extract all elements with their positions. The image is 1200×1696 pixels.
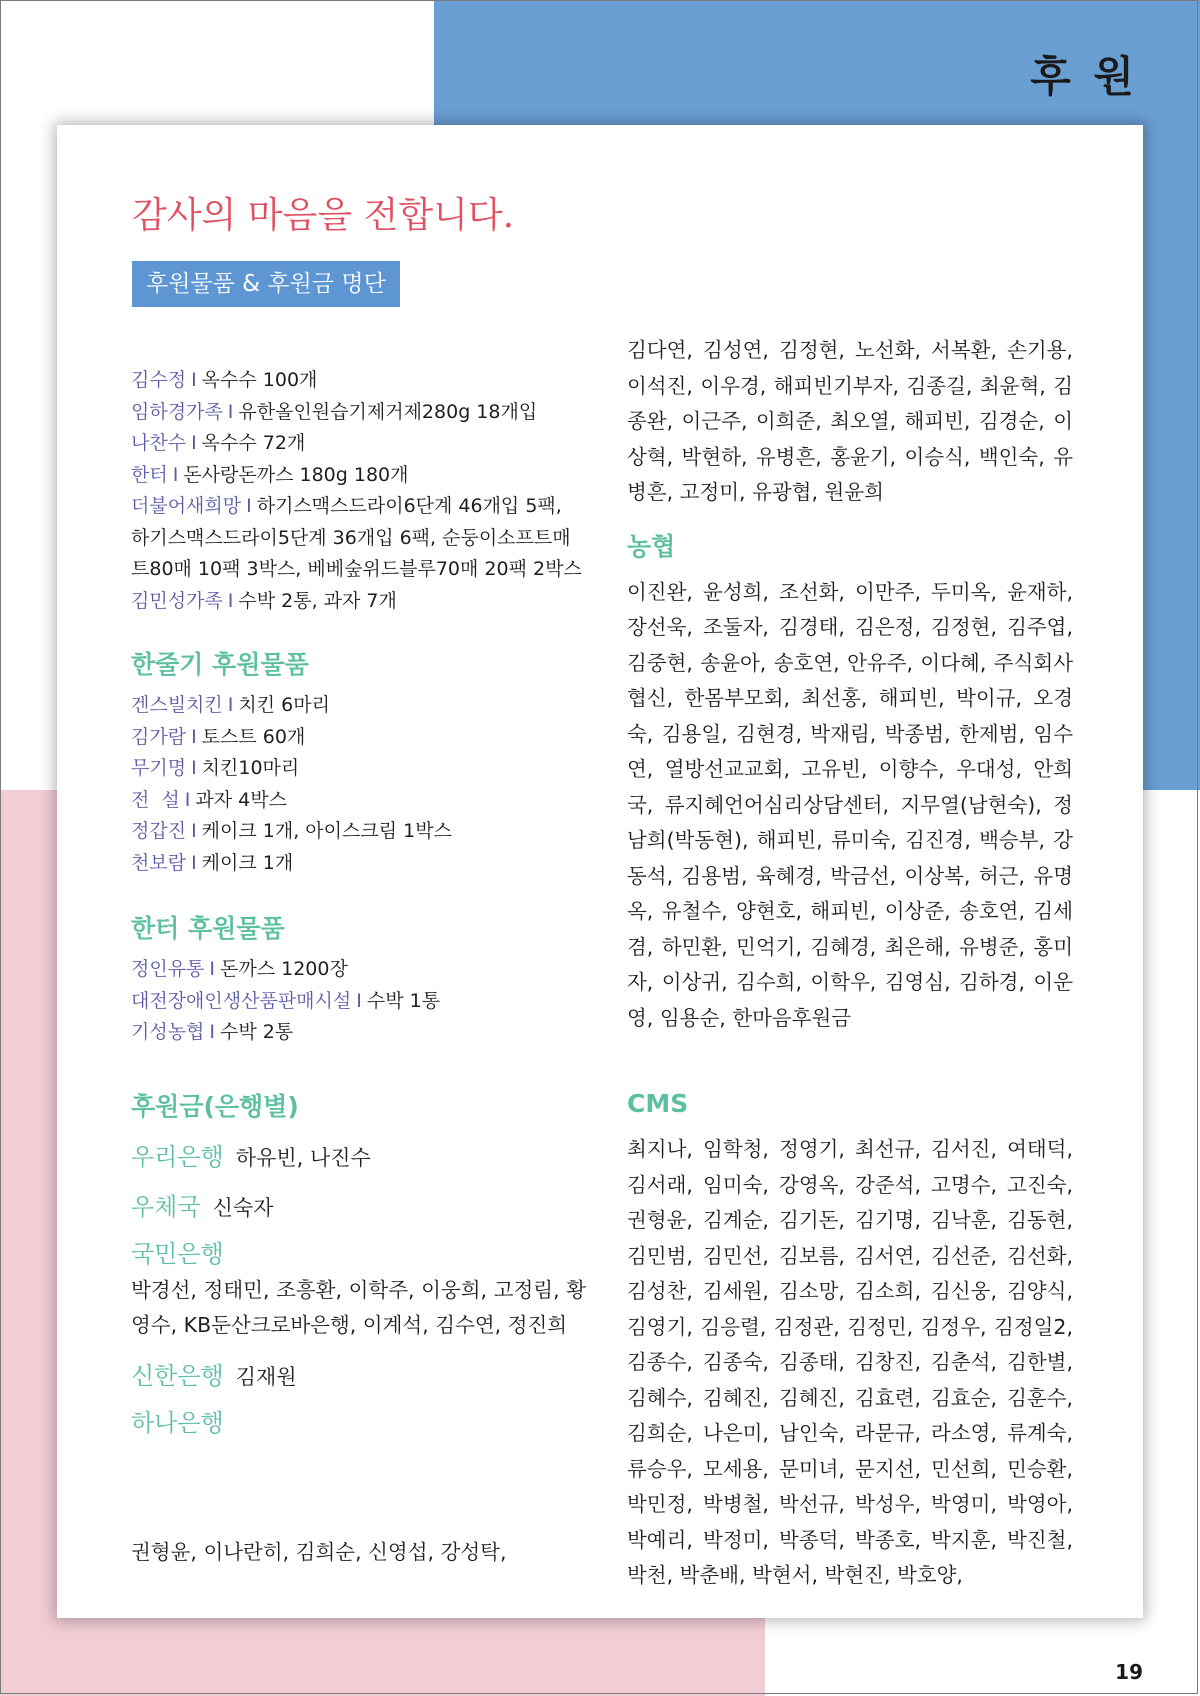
donor-gift: 수박 1통	[366, 989, 441, 1012]
donor-name: 천보람	[131, 851, 187, 874]
bank-donors: 박경선, 정태민, 조흥환, 이학주, 이웅희, 고정림, 황영수, KB둔산크로바은행, 이계석, 김수연, 정진희	[131, 1277, 586, 1337]
donor-item	[131, 954, 586, 986]
donor-gift: 수박 2통	[220, 1021, 294, 1043]
donor-name: 정인유통	[131, 958, 205, 980]
group-title-hanter: 한터 후원물품	[131, 914, 285, 943]
bank-donors: 신숙자	[212, 1195, 274, 1220]
group-title-cms: CMS	[627, 1089, 689, 1118]
donor-item	[131, 753, 586, 785]
donor-name: 임하경가족	[131, 400, 223, 423]
donor-name: 겐스빌치킨	[131, 694, 223, 716]
donor-gift: 치킨 6마리	[238, 694, 330, 716]
bank-shinhan	[131, 1354, 586, 1400]
section-title: 후 원	[1030, 52, 1138, 101]
separator: I	[191, 851, 197, 874]
donor-gift: 수박 2통, 과자 7개	[238, 589, 397, 612]
item-donor-list	[131, 365, 586, 617]
hanjulgi-donor-list	[131, 690, 586, 879]
donor-item	[131, 586, 586, 618]
page-number: 19	[1115, 1660, 1143, 1684]
left-column	[131, 365, 586, 1442]
cms-donors: 최지나, 임학청, 정영기, 최선규, 김서진, 여태덕, 김서래, 임미숙, 강영옥, 강준석, 고명수, 고진숙, 권형윤, 김계순, 김기돈, 김기명, 김낙훈, 김동현, 김민범, 김민선, 김보름, 김서연, 김선준, 김선화, 김성찬, 김세원, 김소망, 김소희, 김신웅, 김양식, 김영기, 김응렬, 김정관, 김정민, 김정우, 김정일2, 김종수, 김종숙, 김종태, 김창진, 김춘석, 김한별, 김혜수, 김혜진, 김혜진, 김효련, 김효순, 김훈수, 김희순, 나은미, 남인숙, 라문규, 라소영, 류계숙, 류승우, 모세용, 문미녀, 문지선, 민선희, 민승환, 박민정, 박병철, 박선규, 박성우, 박영미, 박영아, 박예리, 박정미, 박종덕, 박종호, 박지훈, 박진철, 박천, 박춘배, 박현서, 박현진, 박호양,	[627, 1137, 1073, 1587]
hana-donors-continued: 김다연, 김성연, 김정현, 노선화, 서복환, 손기용, 이석진, 이우경, 해피빈기부자, 김종길, 최윤혁, 김종완, 이근주, 이희준, 최오열, 해피빈, 김경순, 이상혁, 박현하, 유병흔, 홍윤기, 이승식, 백인숙, 유병흔, 고정미, 유광협, 원윤희	[627, 338, 1073, 504]
donor-gift: 돈까스 1200장	[220, 958, 348, 980]
hana-donors-start: 권형윤, 이나란히, 김희순, 신영섭, 강성탁,	[131, 1540, 507, 1564]
donor-item	[131, 785, 586, 817]
separator: I	[191, 369, 197, 391]
donor-gift: 유한올인원습기제거제280g 18개입	[238, 400, 538, 423]
bank-donors: 김재원	[235, 1364, 297, 1389]
separator: I	[184, 788, 191, 811]
separator: I	[191, 820, 197, 842]
main-heading: 감사의 마음을 전합니다.	[132, 195, 515, 236]
nonghyup-donors: 이진완, 윤성희, 조선화, 이만주, 두미옥, 윤재하, 장선욱, 조둘자, 김경태, 김은정, 김정현, 김주엽, 김중현, 송윤아, 송호연, 안유주, 이다혜, 주식회사 협신, 한몸부모회, 최선홍, 해피빈, 박이규, 오경숙, 김용일, 김현경, 박재림, 박종범, 한제범, 임수연, 열방선교교회, 고유빈, 이향수, 우대성, 안희국, 류지혜언어심리상담센터, 지무열(남현숙), 정남희(박동현), 해피빈, 류미숙, 김진경, 백승부, 강동석, 김용범, 육혜경, 박금선, 이상복, 허근, 유명옥, 유철수, 양현호, 해피빈, 이상준, 송호연, 김세겸, 하민환, 민억기, 김혜경, 최은해, 유병준, 홍미자, 이상귀, 김수희, 이학우, 김영심, 김하경, 이운영, 임용순, 한마음후원금	[627, 579, 1073, 1030]
bank-name: 우체국	[131, 1192, 201, 1221]
donor-name: 정갑진	[131, 820, 187, 842]
separator: I	[209, 958, 216, 980]
donor-gift: 옥수수 100개	[201, 369, 318, 391]
bank-post	[131, 1185, 586, 1231]
right-column	[627, 333, 1073, 1594]
bank-name: 국민은행	[131, 1239, 224, 1268]
donor-name: 나찬수	[131, 432, 187, 454]
donor-gift: 하기스맥스드라이6단계 46개입 5팩, 하기스맥스드라이5단계 36개입 6팩, 순둥이소프트매트80매 10팩 3박스, 베베숲위드블루70매 20팩 2박스	[131, 495, 582, 580]
donor-name: 김수정	[131, 369, 187, 391]
hanter-donor-list	[131, 954, 586, 1049]
separator: I	[227, 400, 234, 423]
donor-gift: 치킨10마리	[201, 757, 300, 779]
group-title-hanjulgi: 한줄기 후원물품	[131, 650, 309, 679]
donor-item	[131, 491, 586, 586]
bank-kookmin	[131, 1235, 586, 1344]
separator: I	[227, 694, 234, 716]
separator: I	[191, 432, 197, 454]
donor-item	[131, 816, 586, 848]
separator: I	[172, 463, 179, 486]
bank-donors: 하유빈, 나진수	[235, 1145, 371, 1170]
donor-name: 전 설	[131, 788, 180, 811]
donor-item	[131, 397, 586, 429]
donor-gift: 과자 4박스	[195, 788, 287, 811]
bank-name: 하나은행	[131, 1408, 224, 1437]
separator: I	[191, 725, 197, 748]
separator: I	[209, 1021, 216, 1043]
group-title-bank-donations: 후원금(은행별)	[131, 1091, 299, 1121]
separator: I	[191, 757, 197, 779]
donor-name: 더불어새희망	[131, 495, 242, 517]
donor-name: 한터	[131, 463, 168, 486]
donor-item	[131, 365, 586, 397]
donor-item	[131, 690, 586, 722]
bank-name: 우리은행	[131, 1142, 224, 1171]
donor-name: 기성농협	[131, 1021, 205, 1043]
donor-name: 김민성가족	[131, 589, 223, 612]
separator: I	[246, 495, 252, 517]
donor-name: 대전장애인생산품판매시설	[131, 989, 352, 1012]
bank-name: 신한은행	[131, 1361, 224, 1390]
donor-gift: 옥수수 72개	[201, 432, 306, 454]
donor-item	[131, 460, 586, 492]
donor-name: 무기명	[131, 757, 187, 779]
bank-woori	[131, 1135, 586, 1181]
donor-item	[131, 848, 586, 880]
sub-heading-banner: 후원물품 & 후원금 명단	[132, 261, 400, 307]
donor-item	[131, 428, 586, 460]
separator: I	[356, 989, 362, 1012]
content-card	[57, 125, 1143, 1618]
donor-gift: 케이크 1개	[201, 851, 294, 874]
group-title-nonghyup: 농협	[627, 531, 676, 561]
donor-gift: 돈사랑돈까스 180g 180개	[183, 463, 409, 486]
bank-hana	[131, 1404, 586, 1442]
separator: I	[227, 589, 234, 612]
donor-gift: 케이크 1개, 아이스크림 1박스	[201, 820, 452, 842]
donor-gift: 토스트 60개	[201, 725, 306, 748]
donor-item	[131, 1017, 586, 1049]
donor-item	[131, 722, 586, 754]
donor-name: 김가람	[131, 725, 187, 748]
donor-item	[131, 986, 586, 1018]
